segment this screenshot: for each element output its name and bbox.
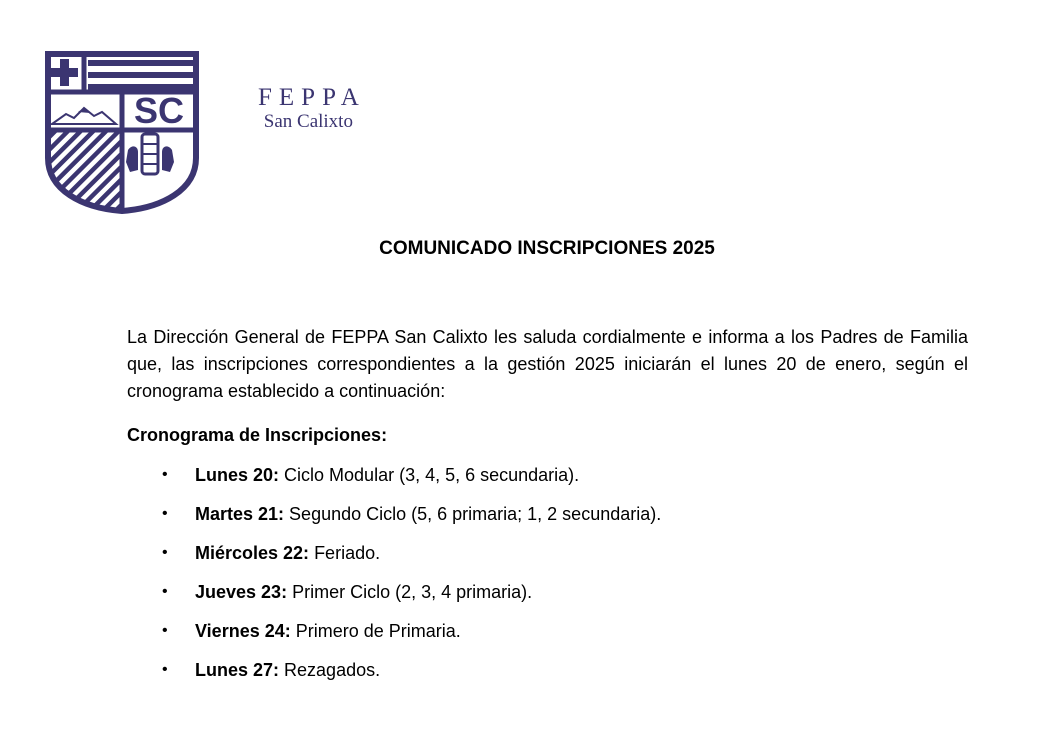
brand-name: FEPPA [258, 84, 366, 111]
schedule-day: Jueves 23: [195, 582, 288, 602]
school-crest-logo [44, 50, 200, 214]
intro-paragraph: La Dirección General de FEPPA San Calixto les saluda cordialmente e informa a los Padres de Familia que, las inscripciones correspondientes a la gestión 2025 iniciarán el lunes 20 de enero, según el cronograma establecido a continuación: [127, 327, 968, 401]
schedule-item [160, 579, 661, 618]
bullet-icon: • [162, 505, 168, 522]
schedule-day: Viernes 24: [195, 621, 291, 641]
bullet-icon: • [162, 583, 168, 600]
schedule-detail: Primero de Primaria. [290, 621, 461, 641]
brand-wordmark [258, 84, 366, 132]
schedule-list [160, 462, 661, 696]
schedule-item [160, 618, 661, 657]
document-title: COMUNICADO INSCRIPCIONES 2025 [379, 238, 715, 259]
schedule-day: Martes 21: [195, 504, 285, 524]
schedule-item [160, 540, 661, 579]
brand-subtitle: San Calixto [263, 111, 353, 132]
schedule-day: Miércoles 22: [195, 543, 310, 563]
schedule-item [160, 462, 661, 501]
schedule-item [160, 657, 661, 696]
schedule-detail: Rezagados. [279, 660, 381, 680]
bullet-icon: • [162, 661, 168, 678]
bullet-icon: • [162, 544, 168, 561]
schedule-detail: Ciclo Modular (3, 4, 5, 6 secundaria). [279, 465, 580, 485]
schedule-day: Lunes 27: [195, 660, 280, 680]
schedule-detail: Segundo Ciclo (5, 6 primaria; 1, 2 secundaria). [284, 504, 662, 524]
schedule-detail: Feriado. [309, 543, 381, 563]
schedule-detail: Primer Ciclo (2, 3, 4 primaria). [287, 582, 533, 602]
bullet-icon: • [162, 466, 168, 483]
crest-letters: SC [133, 90, 185, 131]
schedule-heading: Cronograma de Inscripciones: [127, 425, 388, 445]
schedule-item [160, 501, 661, 540]
bullet-icon: • [162, 622, 168, 639]
schedule-day: Lunes 20: [195, 465, 280, 485]
